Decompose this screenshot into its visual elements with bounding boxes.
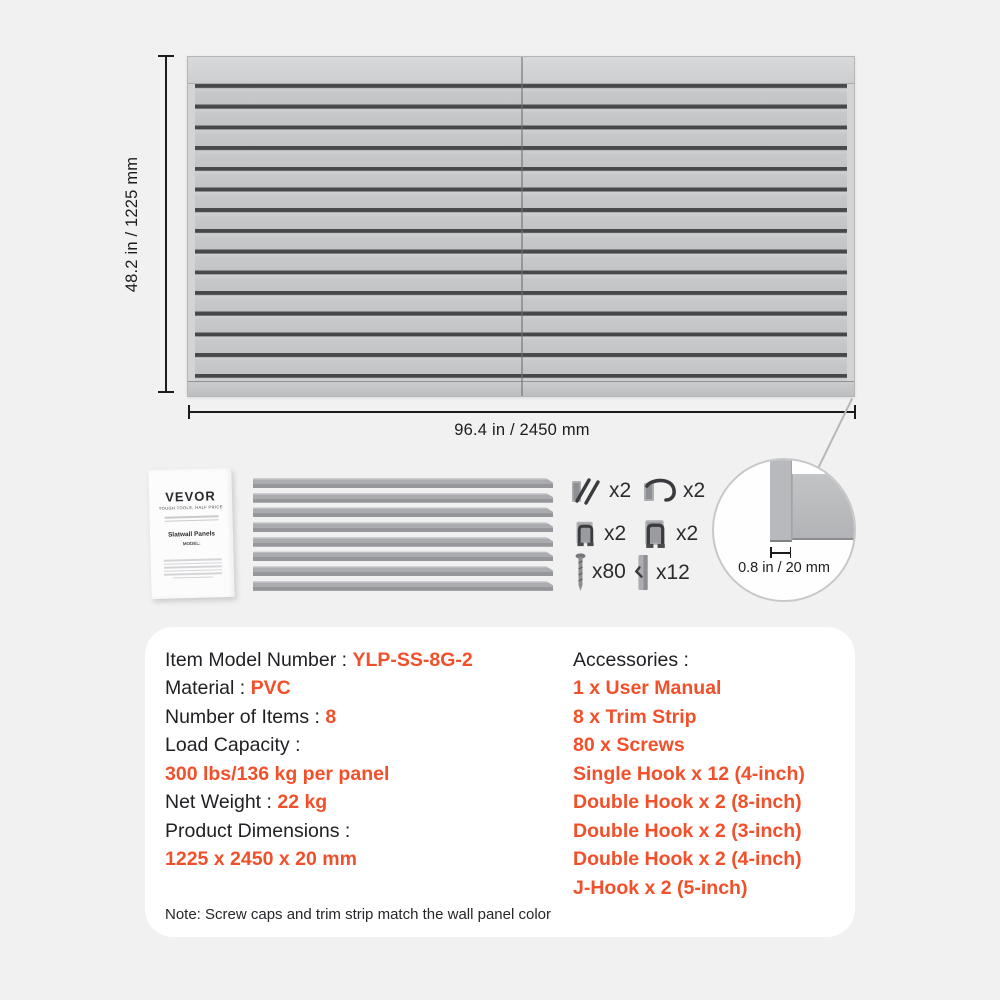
screw-icon [574,553,587,591]
manual-title: Slatwall Panels [167,530,216,539]
spec-row [165,817,473,845]
spec-row [165,703,473,731]
spec-row [165,845,473,873]
accessory-item: 1 x User Manual [573,677,722,700]
spec-label: Number of Items : [165,705,326,728]
trim-strip [253,478,553,488]
thickness-tick-right [790,547,792,558]
spec-label: Product Dimensions : [165,819,351,842]
spec-row [165,788,473,816]
thickness-dimension-line [770,552,791,554]
width-dimension-line [188,411,856,413]
accessory-item: 8 x Trim Strip [573,705,697,728]
spec-label: Load Capacity : [165,734,301,757]
thickness-tick-left [770,547,772,558]
accessory-item: Double Hook x 2 (3-inch) [573,819,802,842]
spec-card [145,627,855,937]
vevor-logo: VEVOR [165,488,216,505]
spec-row [165,731,473,759]
hardware-item [640,517,698,550]
trim-strip [253,537,553,547]
panel-edge-cross-section [770,458,792,542]
trim-strip [253,566,553,576]
note-text: Note: Screw caps and trim strip match the wall panel color [165,906,551,923]
panel-center-seam [521,57,523,396]
trim-strip [253,507,553,517]
spec-value: PVC [250,677,291,700]
trim-strip [253,581,553,591]
spec-row [165,674,473,702]
hardware-item [634,553,690,592]
hardware-qty: x12 [656,560,690,584]
height-dimension-label: 48.2 in / 1225 mm [123,156,142,292]
user-manual-image [148,468,234,599]
manual-divider [164,519,218,522]
spec-value: 300 lbs/136 kg per panel [165,762,390,785]
thickness-detail-circle [712,458,856,602]
accessories-heading: Accessories : [573,649,689,671]
spec-value: 22 kg [277,791,328,814]
vevor-tagline: TOUGH TOOLS, HALF PRICE [158,504,223,511]
angled-hooks-icon [570,476,604,506]
spec-value: 8 [325,705,337,728]
spec-label: Material : [165,677,251,700]
double-hook-icon [640,517,671,550]
hardware-qty: x2 [609,479,632,502]
curved-hook-icon [641,476,678,506]
width-dimension-tick-left [188,405,190,419]
spec-label: Item Model Number : [165,649,353,671]
trim-strips-stack [253,478,555,591]
spec-column-left [165,646,473,874]
hardware-item [574,553,626,591]
manual-divider [164,515,218,518]
panel-face-cross-section [792,474,856,540]
spec-value: YLP-SS-8G-2 [352,649,473,671]
hardware-qty: x2 [676,521,699,545]
trim-strip [253,522,553,532]
hardware-qty: x80 [592,560,626,583]
hardware-item [572,519,626,548]
single-hook-icon [634,553,651,592]
height-dimension-tick-bottom [158,391,174,393]
thickness-label: 0.8 in / 20 mm [738,560,830,576]
hardware-item [570,476,631,506]
manual-model-line: MODEL: [182,540,201,547]
accessory-item: Double Hook x 2 (8-inch) [573,791,802,814]
accessory-item: 80 x Screws [573,734,685,757]
spec-value: 1225 x 2450 x 20 mm [165,848,357,871]
height-dimension-tick-top [158,55,174,57]
accessory-item: Single Hook x 12 (4-inch) [573,762,805,785]
trim-strip [253,551,553,561]
accessory-item: J-Hook x 2 (5-inch) [573,876,748,899]
height-dimension-line [165,55,167,393]
spec-label: Net Weight : [165,791,278,814]
manual-fine-print [163,558,221,579]
double-hook-small-icon [572,519,599,548]
hardware-qty: x2 [683,479,706,502]
accessory-item: Double Hook x 2 (4-inch) [573,848,802,871]
spec-row [165,646,473,674]
trim-strip [253,493,553,503]
width-dimension-tick-right [854,405,856,419]
spec-column-right [573,646,805,902]
hardware-item [641,476,705,506]
slatwall-panel-image [187,56,855,397]
spec-row [165,760,473,788]
width-dimension-label: 96.4 in / 2450 mm [454,421,590,439]
hardware-qty: x2 [604,521,627,545]
